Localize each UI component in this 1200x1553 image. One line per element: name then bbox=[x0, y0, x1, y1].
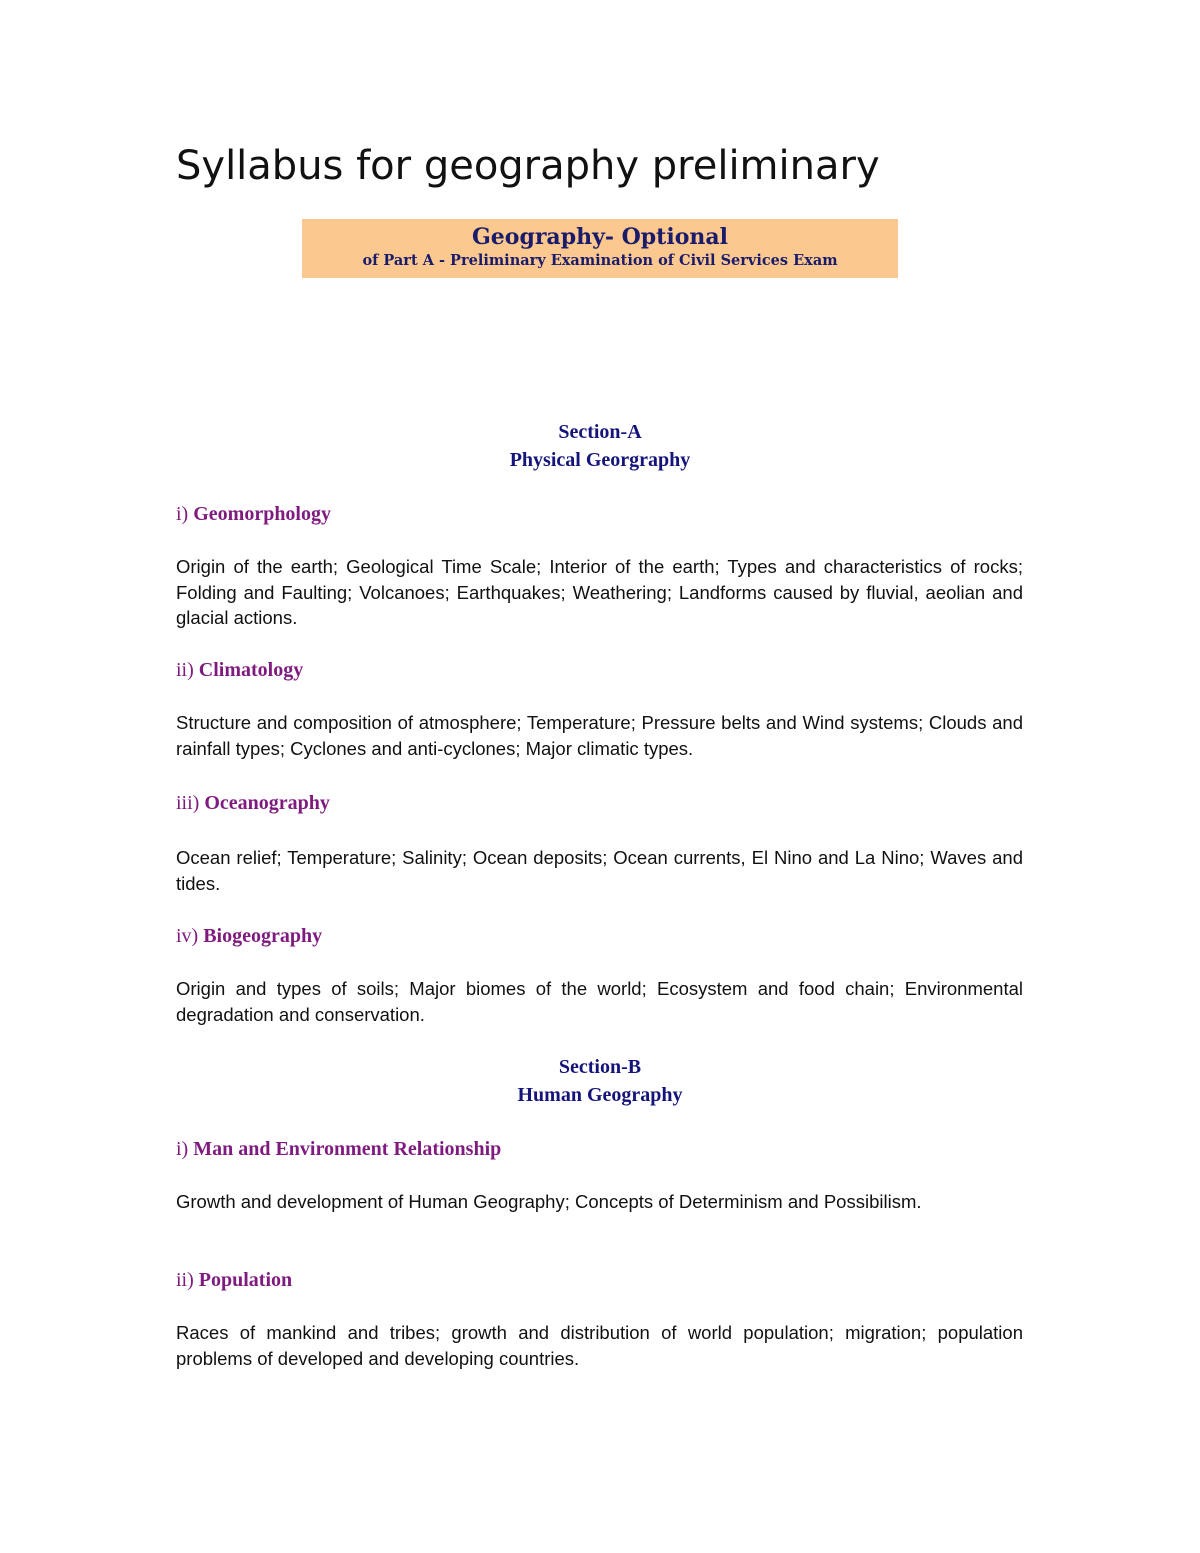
topic-title: Oceanography bbox=[204, 792, 330, 814]
topic-body-geomorphology: Origin of the earth; Geological Time Scale; Interior of the earth; Types and characteristics of rocks; Folding and Faulting; Volcanoes; Earthquakes; Weathering; Landforms caused by fluvial, aeolian and glacial actions. bbox=[176, 556, 1023, 628]
banner-subtitle: of Part A - Preliminary Examination of Civil Services Exam bbox=[362, 252, 838, 269]
topic-body-man-environment: Growth and development of Human Geography; Concepts of Determinism and Possibilism. bbox=[176, 1191, 922, 1212]
topic-heading-oceanography bbox=[176, 790, 330, 816]
topic-title: Climatology bbox=[198, 659, 304, 681]
topic-heading-biogeography bbox=[176, 923, 322, 949]
topic-body-climatology: Structure and composition of atmosphere; Temperature; Pressure belts and Wind systems; Clouds and rainfall types; Cyclones and anti-cyclones; Major climatic types. bbox=[176, 712, 1023, 759]
topic-title: Man and Environment Relationship bbox=[193, 1138, 502, 1160]
topic-title: Geomorphology bbox=[193, 503, 331, 525]
topic-body-population: Races of mankind and tribes; growth and distribution of world population; migration; population problems of developed and developing countries. bbox=[176, 1322, 1023, 1369]
section-a-heading bbox=[0, 418, 1200, 474]
topic-heading-population bbox=[176, 1267, 292, 1293]
section-a-label: Section-A bbox=[558, 421, 642, 443]
topic-heading-geomorphology bbox=[176, 501, 331, 527]
section-a-name: Physical Georgraphy bbox=[509, 449, 691, 471]
topic-number: iii) bbox=[176, 792, 200, 814]
topic-number: ii) bbox=[176, 1269, 194, 1291]
topic-heading-climatology bbox=[176, 657, 303, 683]
header-banner bbox=[302, 219, 898, 278]
topic-title: Population bbox=[198, 1269, 293, 1291]
section-b-label: Section-B bbox=[558, 1056, 642, 1078]
topic-number: iv) bbox=[176, 925, 199, 947]
topic-number: i) bbox=[176, 1138, 189, 1160]
section-b-name: Human Geography bbox=[517, 1084, 683, 1106]
topic-heading-man-environment bbox=[176, 1136, 501, 1162]
topic-number: i) bbox=[176, 503, 189, 525]
page-title: Syllabus for geography preliminary bbox=[176, 143, 880, 189]
topic-body-biogeography: Origin and types of soils; Major biomes of the world; Ecosystem and food chain; Environmental degradation and conservation. bbox=[176, 978, 1023, 1025]
section-b-heading bbox=[0, 1053, 1200, 1109]
banner-title: Geography- Optional bbox=[472, 224, 728, 250]
topic-body-oceanography: Ocean relief; Temperature; Salinity; Ocean deposits; Ocean currents, El Nino and La Nino; Waves and tides. bbox=[176, 847, 1023, 894]
topic-number: ii) bbox=[176, 659, 194, 681]
topic-title: Biogeography bbox=[203, 925, 323, 947]
